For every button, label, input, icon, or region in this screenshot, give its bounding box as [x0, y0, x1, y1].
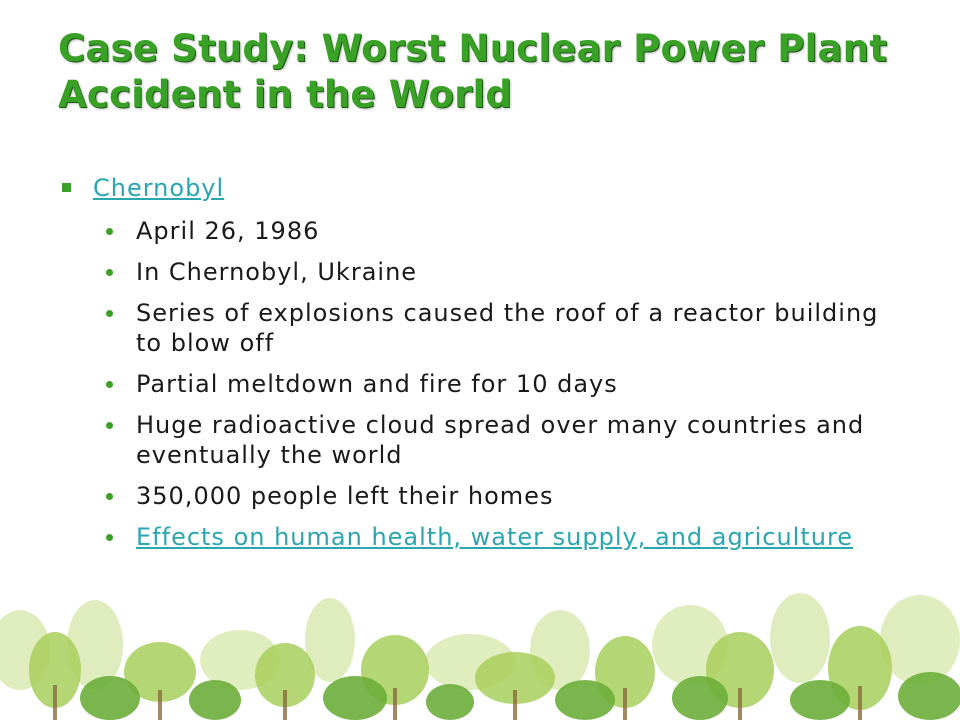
list-item	[106, 298, 908, 358]
dot-bullet-icon	[106, 269, 113, 276]
main-bullet	[58, 170, 908, 206]
chernobyl-link[interactable]: Chernobyl	[93, 174, 225, 202]
list-item-text: Partial meltdown and fire for 10 days	[136, 370, 618, 398]
effects-link[interactable]: Effects on human health, water supply, and agriculture	[136, 523, 854, 551]
list-item-text: In Chernobyl, Ukraine	[136, 258, 418, 286]
list-item-text: 350,000 people left their homes	[136, 482, 554, 510]
slide-title: Case Study: Worst Nuclear Power Plant Accident in the World	[58, 27, 888, 116]
list-item-text: April 26, 1986	[136, 217, 320, 245]
list-item	[106, 216, 908, 246]
dot-bullet-icon	[106, 381, 113, 388]
sub-bullet-list	[58, 216, 908, 552]
list-item	[106, 481, 908, 511]
list-item	[106, 369, 908, 399]
dot-bullet-icon	[106, 310, 113, 317]
list-item-text: Huge radioactive cloud spread over many countries and eventually the world	[136, 411, 865, 469]
dot-bullet-icon	[106, 228, 113, 235]
list-item	[106, 257, 908, 287]
square-bullet-icon	[62, 183, 71, 192]
dot-bullet-icon	[106, 422, 113, 429]
list-item-text: Series of explosions caused the roof of a reactor building to blow off	[136, 299, 879, 357]
slide-content	[58, 170, 908, 563]
dot-bullet-icon	[106, 493, 113, 500]
trees-graphic	[0, 590, 960, 720]
list-item	[106, 522, 908, 552]
list-item	[106, 410, 908, 470]
tree-silhouette-decoration	[0, 590, 960, 720]
dot-bullet-icon	[106, 534, 113, 541]
